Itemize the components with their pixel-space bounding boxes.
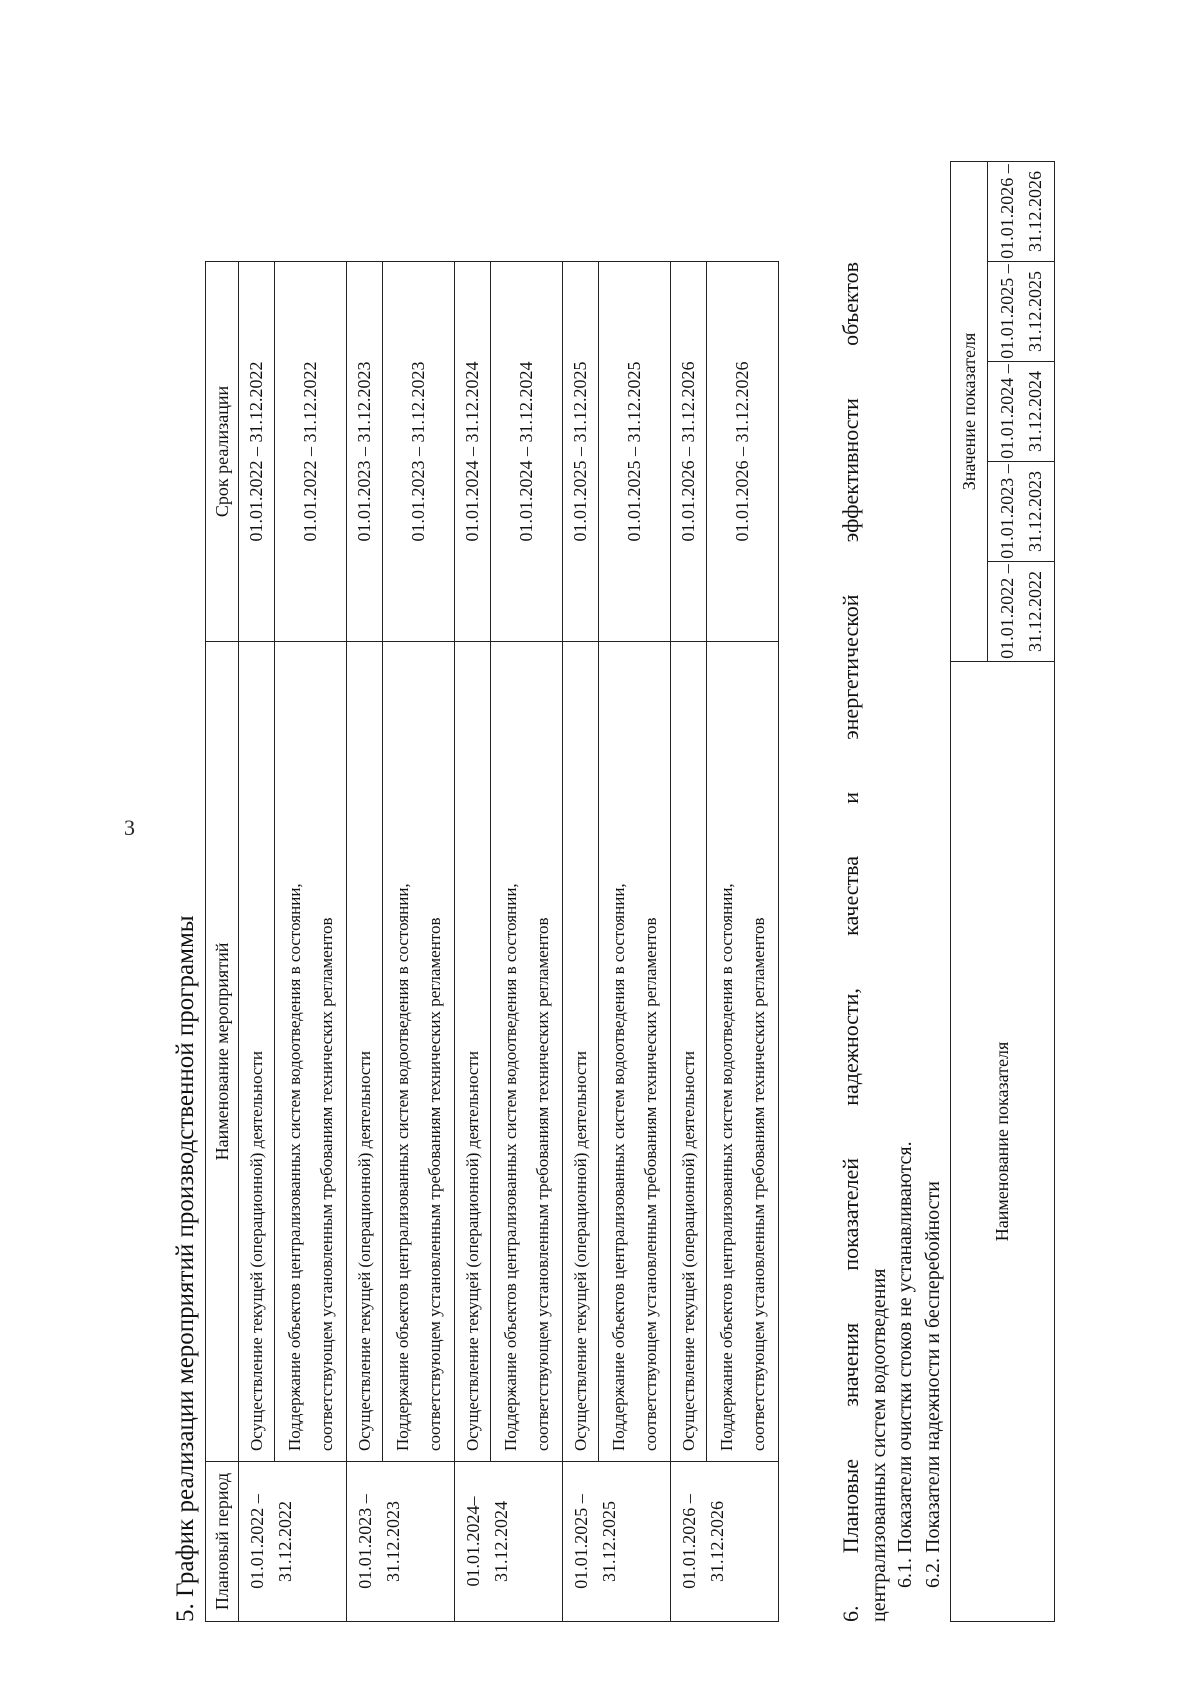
header-planned-period: Плановый период: [206, 1462, 239, 1622]
activity-cell: Поддержание объектов централизованных систем водоотведения в состоянии, соответствующем установленным требованиям технических регламентов: [275, 642, 347, 1462]
term-cell: 01.01.2024 – 31.12.2024: [455, 262, 491, 642]
table-row: [239, 262, 275, 1622]
section-5-title: 5. График реализации мероприятий производственной программы: [172, 915, 199, 1622]
indicator-group-header-row: [951, 161, 988, 1621]
page-number: 3: [124, 815, 135, 840]
activity-cell: Поддержание объектов централизованных систем водоотведения в состоянии, соответствующем установленным требованиям технических регламентов: [383, 642, 455, 1462]
term-cell: 01.01.2022 – 31.12.2022: [275, 262, 347, 642]
term-cell: 01.01.2025 – 31.12.2025: [563, 262, 599, 642]
period-header-2026: 01.01.2026 – 31.12.2026: [988, 161, 1055, 261]
table-row: [491, 262, 563, 1622]
period-header-2022: 01.01.2022 – 31.12.2022: [988, 562, 1055, 662]
section-6-heading-continuation: централизованных систем водоотведения: [868, 1268, 890, 1622]
table-row: [275, 262, 347, 1622]
reliability-indicators-table: [950, 161, 1055, 1622]
planned-period-cell: 01.01.2023 – 31.12.2023: [347, 1462, 455, 1622]
table-row: [455, 262, 491, 1622]
schedule-header-row: [206, 262, 239, 1622]
term-cell: 01.01.2026 – 31.12.2026: [707, 262, 779, 642]
subsection-6-1: 6.1. Показатели очистки стоков не устанавливаются.: [894, 1141, 916, 1588]
table-row: [671, 262, 707, 1622]
header-activity-name: Наименование мероприятий: [206, 642, 239, 1462]
activity-cell: Поддержание объектов централизованных систем водоотведения в состоянии, соответствующем установленным требованиям технических регламентов: [599, 642, 671, 1462]
header-indicator-name: Наименование показателя: [951, 662, 1055, 1622]
table-row: [347, 262, 383, 1622]
table-row: [707, 262, 779, 1622]
subsection-6-2: 6.2. Показатели надежности и бесперебойности: [922, 1181, 944, 1588]
planned-period-cell: 01.01.2024– 31.12.2024: [455, 1462, 563, 1622]
period-header-2023: 01.01.2023 – 31.12.2023: [988, 462, 1055, 562]
activity-cell: Осуществление текущей (операционной) деятельности: [239, 642, 275, 1462]
activity-cell: Осуществление текущей (операционной) деятельности: [347, 642, 383, 1462]
activity-cell: Осуществление текущей (операционной) деятельности: [455, 642, 491, 1462]
term-cell: 01.01.2023 – 31.12.2023: [347, 262, 383, 642]
planned-period-cell: 01.01.2022 – 31.12.2022: [239, 1462, 347, 1622]
activity-cell: Поддержание объектов централизованных систем водоотведения в состоянии, соответствующем установленным требованиям технических регламентов: [707, 642, 779, 1462]
term-cell: 01.01.2022 – 31.12.2022: [239, 262, 275, 642]
term-cell: 01.01.2025 – 31.12.2025: [599, 262, 671, 642]
activity-cell: Поддержание объектов централизованных систем водоотведения в состоянии, соответствующем установленным требованиям технических регламентов: [491, 642, 563, 1462]
planned-period-cell: 01.01.2025 – 31.12.2025: [563, 1462, 671, 1622]
schedule-table: [205, 261, 779, 1622]
header-implementation-term: Срок реализации: [206, 262, 239, 642]
term-cell: 01.01.2023 – 31.12.2023: [383, 262, 455, 642]
activity-cell: Осуществление текущей (операционной) деятельности: [671, 642, 707, 1462]
table-row: [563, 262, 599, 1622]
header-indicator-value: Значение показателя: [951, 161, 988, 661]
term-cell: 01.01.2026 – 31.12.2026: [671, 262, 707, 642]
planned-period-cell: 01.01.2026 – 31.12.2026: [671, 1462, 779, 1622]
rotated-page-content: [0, 92, 1200, 1622]
term-cell: 01.01.2024 – 31.12.2024: [491, 262, 563, 642]
period-header-2024: 01.01.2024 – 31.12.2024: [988, 362, 1055, 462]
table-row: [599, 262, 671, 1622]
section-6-heading: 6. Плановые значения показателей надежности, качества и энергетической эффективности объектов: [838, 261, 863, 1622]
activity-cell: Осуществление текущей (операционной) деятельности: [563, 642, 599, 1462]
table-row: [383, 262, 455, 1622]
period-header-2025: 01.01.2025 – 31.12.2025: [988, 262, 1055, 362]
